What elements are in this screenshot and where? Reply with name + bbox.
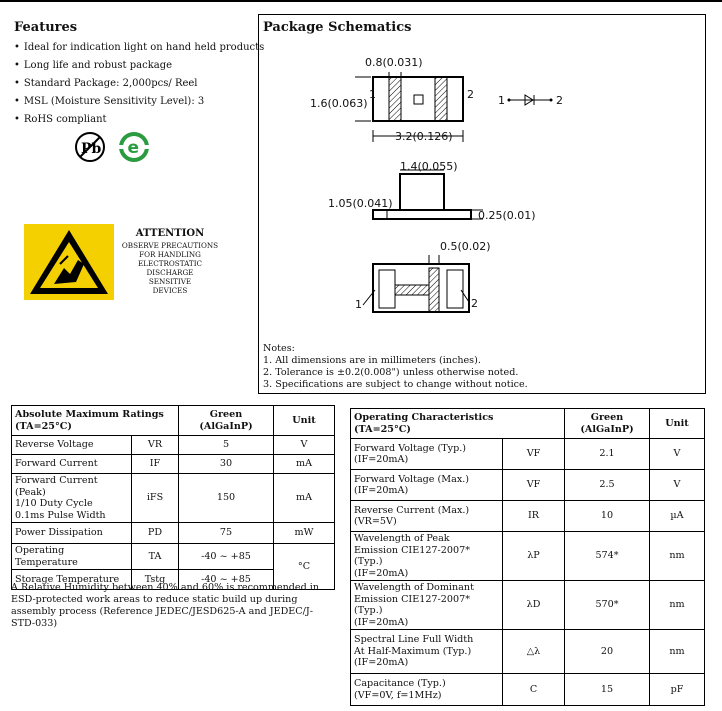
bottom-pin1: 1 xyxy=(355,298,362,311)
note-item: 2. Tolerance is ±0.2(0.008") unless otherwise noted. xyxy=(263,367,519,378)
feature-item: • Ideal for indication light on hand held products xyxy=(14,42,264,53)
abs-max-title: Absolute Maximum Ratings (TA=25°C) xyxy=(12,406,179,436)
table-row: Forward Voltage (Typ.) (IF=20mA) VF 2.1 V xyxy=(351,439,705,470)
table-row: Forward Current IF 30 mA xyxy=(12,455,335,474)
features-heading: Features xyxy=(14,20,78,35)
top-rule xyxy=(0,0,722,2)
abs-max-col-unit: Unit xyxy=(274,406,335,436)
attention-line: DISCHARGE xyxy=(146,268,194,277)
svg-text:e: e xyxy=(127,138,140,158)
dim-length: 3.2(0.126) xyxy=(395,130,453,143)
dim-side-base: 0.25(0.01) xyxy=(478,209,536,222)
op-char-table xyxy=(350,408,705,706)
abs-max-table xyxy=(11,405,335,590)
table-row: Reverse Current (Max.) (VR=5V) IR 10 µA xyxy=(351,501,705,532)
abs-max-col-green: Green (AlGaInP) xyxy=(179,406,274,436)
table-row: Spectral Line Full Width At Half-Maximum (Typ.) (IF=20mA) △λ 20 nm xyxy=(351,630,705,674)
package-drawing xyxy=(259,40,705,340)
polarity-pin2: 2 xyxy=(556,94,563,107)
table-row: Operating Temperature TA -40 ~ +85 °C xyxy=(12,544,335,570)
dim-top-width: 0.8(0.031) xyxy=(365,56,423,69)
feature-item: • Long life and robust package xyxy=(14,60,172,71)
dim-side-top: 1.4(0.055) xyxy=(400,160,458,173)
attention-line: SENSITIVE xyxy=(148,277,192,286)
table-row: Power Dissipation PD 75 mW xyxy=(12,523,335,544)
table-row: Reverse Voltage VR 5 V xyxy=(12,436,335,455)
pb-free-icon xyxy=(73,130,107,164)
dim-bottom-pad: 0.5(0.02) xyxy=(440,240,491,253)
pin2-label: 2 xyxy=(467,88,474,101)
table-row: Capacitance (Typ.) (VF=0V, f=1MHz) C 15 pF xyxy=(351,674,705,706)
feature-item: • RoHS compliant xyxy=(14,114,107,125)
notes-title: Notes: xyxy=(263,343,295,354)
pin1-label: 1 xyxy=(369,88,376,101)
note-item: 1. All dimensions are in millimeters (inches). xyxy=(263,355,481,366)
polarity-pin1: 1 xyxy=(498,94,505,107)
feature-item: • MSL (Moisture Sensitivity Level): 3 xyxy=(14,96,204,107)
esd-warning-icon xyxy=(24,224,114,300)
attention-body xyxy=(118,241,222,295)
dim-side-height: 1.05(0.041) xyxy=(328,197,393,210)
attention-line: FOR HANDLING xyxy=(139,250,201,259)
schematics-heading: Package Schematics xyxy=(263,20,412,35)
table-row: Wavelength of Peak Emission CIE127-2007* (Typ.) (IF=20mA) λP 574* nm xyxy=(351,532,705,581)
table-row: Forward Voltage (Max.) (IF=20mA) VF 2.5 V xyxy=(351,470,705,501)
rohs-e-icon xyxy=(117,130,151,164)
op-char-col-unit: Unit xyxy=(650,409,705,439)
bottom-pin2: 2 xyxy=(471,297,478,310)
feature-item: • Standard Package: 2,000pcs/ Reel xyxy=(14,78,198,89)
attention-line: OBSERVE PRECAUTIONS xyxy=(121,241,219,250)
table-row: Wavelength of Dominant Emission CIE127-2007* (Typ.) (IF=20mA) λD 570* nm xyxy=(351,581,705,630)
table-row: Storage Temperature Tstg -40 ~ +85 xyxy=(12,570,335,590)
dim-height: 1.6(0.063) xyxy=(310,97,368,110)
svg-text:Pb: Pb xyxy=(81,141,102,157)
op-char-title: Operating Characteristics (TA=25°C) xyxy=(351,409,565,439)
note-item: 3. Specifications are subject to change without notice. xyxy=(263,379,528,390)
table-row: Forward Current (Peak) 1/10 Duty Cycle 0.1ms Pulse Width iFS 150 mA xyxy=(12,474,335,523)
attention-title: ATTENTION xyxy=(135,228,205,239)
humidity-footnote: A Relative Humidity between 40% and 60% is recommended in ESD-protected work areas to reduce static build up during assembly process (Reference JEDEC/JESD625-A and JEDEC/J-STD-033) xyxy=(11,582,320,629)
attention-line: DEVICES xyxy=(152,286,188,295)
attention-line: ELECTROSTATIC xyxy=(137,259,203,268)
op-char-col-green: Green (AlGaInP) xyxy=(565,409,650,439)
